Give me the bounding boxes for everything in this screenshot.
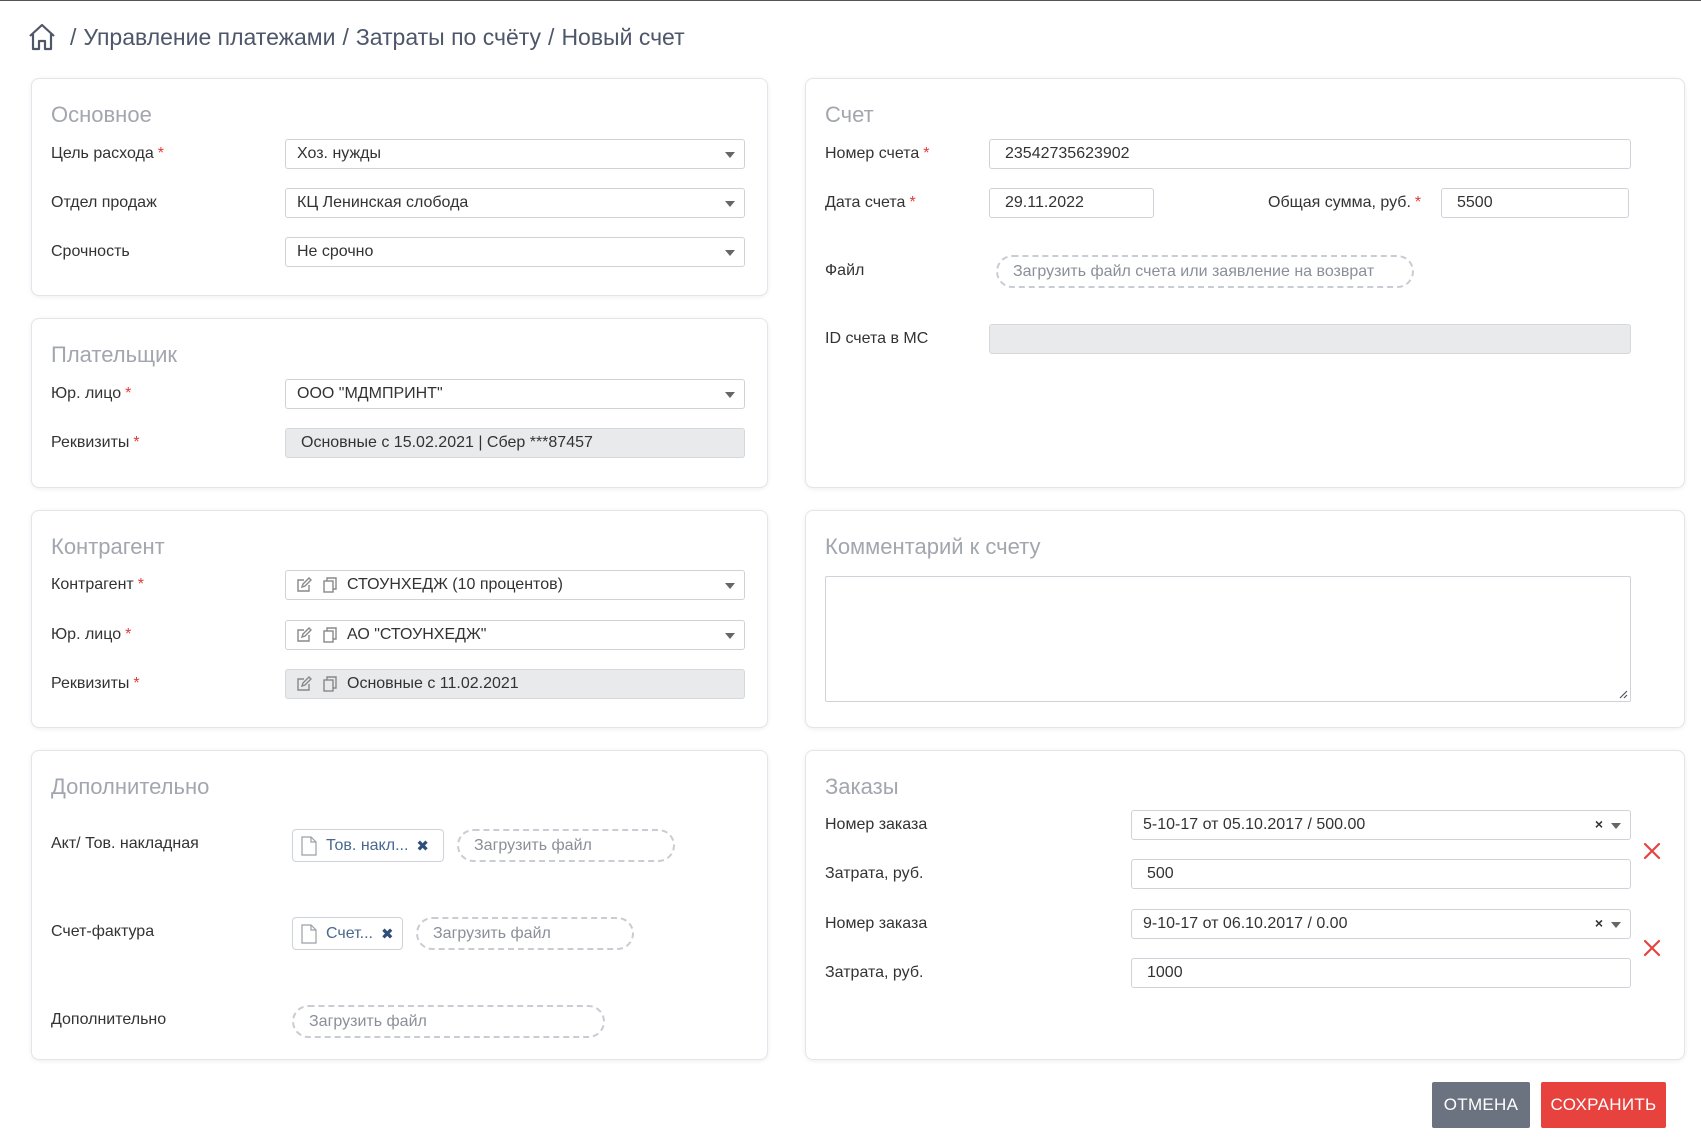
edit-icon[interactable] xyxy=(295,576,313,594)
breadcrumb xyxy=(27,21,685,53)
chevron-down-icon xyxy=(725,583,735,589)
comment-card xyxy=(805,510,1685,728)
copy-icon[interactable] xyxy=(321,626,339,644)
chevron-down-icon xyxy=(1611,922,1621,928)
urgency-label: Срочность xyxy=(51,243,130,260)
order-number-label: Номер заказа xyxy=(825,915,928,932)
comment-title: Комментарий к счету xyxy=(825,534,1041,559)
breadcrumb-separator: / xyxy=(342,23,349,50)
invoice-title: Счет xyxy=(825,102,874,127)
counterparty-legal-entity-label: Юр. лицо * xyxy=(51,626,132,643)
required-star: * xyxy=(1414,194,1422,211)
invoice-file-label: Файл xyxy=(825,262,865,279)
extra-label: Дополнительно xyxy=(51,1011,167,1028)
breadcrumb-item-payments[interactable]: Управление платежами xyxy=(83,23,336,50)
act-label: Акт/ Тов. накладная xyxy=(51,835,199,852)
invoice-file-upload-button[interactable]: Загрузить файл счета или заявление на возврат xyxy=(996,255,1414,288)
required-star: * xyxy=(125,626,132,643)
required-star: * xyxy=(909,194,916,211)
resize-handle-icon[interactable] xyxy=(1618,689,1628,699)
breadcrumb-separator: / xyxy=(70,23,77,50)
chevron-down-icon xyxy=(725,250,735,256)
additional-card xyxy=(31,750,768,1060)
file-icon xyxy=(301,836,317,856)
remove-order-icon[interactable] xyxy=(1642,841,1662,861)
file-icon xyxy=(301,924,317,944)
purpose-select[interactable]: Хоз. нужды xyxy=(285,139,745,169)
required-star: * xyxy=(133,434,140,451)
breadcrumb-item-current: Новый счет xyxy=(561,23,685,50)
required-star: * xyxy=(133,675,140,692)
sales-dept-select[interactable]: КЦ Ленинская слобода xyxy=(285,188,745,218)
payer-requisites-field: Основные с 15.02.2021 | Сбер ***87457 xyxy=(285,428,745,458)
home-icon[interactable] xyxy=(27,22,57,52)
required-star: * xyxy=(157,145,164,162)
ms-id-label: ID счета в МС xyxy=(825,330,929,347)
extra-upload-button[interactable]: Загрузить файл xyxy=(292,1005,605,1038)
save-button[interactable]: СОХРАНИТЬ xyxy=(1541,1082,1666,1128)
chevron-down-icon xyxy=(1611,823,1621,829)
remove-order-icon[interactable] xyxy=(1642,938,1662,958)
invoice-card xyxy=(805,78,1685,488)
remove-file-icon[interactable]: ✖ xyxy=(380,925,394,943)
orders-card xyxy=(805,750,1685,1060)
orders-title: Заказы xyxy=(825,774,899,799)
chevron-down-icon xyxy=(725,392,735,398)
urgency-select[interactable]: Не срочно xyxy=(285,237,745,267)
counterparty-legal-entity-select[interactable]: АО "СТОУНХЕДЖ" xyxy=(285,620,745,650)
act-upload-button[interactable]: Загрузить файл xyxy=(457,829,675,862)
chevron-down-icon xyxy=(725,201,735,207)
clear-icon[interactable]: × xyxy=(1594,816,1603,832)
invoice-date-input[interactable]: 29.11.2022 xyxy=(989,188,1154,218)
basic-card xyxy=(31,78,768,296)
basic-title: Основное xyxy=(51,102,152,127)
order-cost-input[interactable]: 500 xyxy=(1131,859,1631,889)
invoice-factura-label: Счет-фактура xyxy=(51,923,155,940)
counterparty-requisites-field: Основные с 11.02.2021 xyxy=(285,669,745,699)
total-amount-input[interactable]: 5500 xyxy=(1441,188,1629,218)
required-star: * xyxy=(923,145,930,162)
payer-title: Плательщик xyxy=(51,342,178,367)
edit-icon[interactable] xyxy=(295,626,313,644)
counterparty-label: Контрагент * xyxy=(51,576,144,593)
counterparty-title: Контрагент xyxy=(51,534,165,559)
act-file-chip[interactable]: Тов. накл... ✖ xyxy=(292,829,444,862)
invoice-factura-upload-button[interactable]: Загрузить файл xyxy=(416,917,634,950)
order-select[interactable]: 9-10-17 от 06.10.2017 / 0.00 × xyxy=(1131,909,1631,939)
required-star: * xyxy=(125,385,132,402)
invoice-number-label: Номер счета * xyxy=(825,145,930,162)
invoice-date-label: Дата счета * xyxy=(825,194,916,211)
copy-icon[interactable] xyxy=(321,675,339,693)
chevron-down-icon xyxy=(725,633,735,639)
order-number-label: Номер заказа xyxy=(825,816,928,833)
comment-textarea[interactable] xyxy=(825,576,1631,702)
counterparty-select[interactable]: СТОУНХЕДЖ (10 процентов) xyxy=(285,570,745,600)
additional-title: Дополнительно xyxy=(51,774,210,799)
order-select[interactable]: 5-10-17 от 05.10.2017 / 500.00 × xyxy=(1131,810,1631,840)
payer-card xyxy=(31,318,768,488)
breadcrumb-item-costs[interactable]: Затраты по счёту xyxy=(355,23,542,50)
ms-id-field xyxy=(989,324,1631,354)
order-cost-input[interactable]: 1000 xyxy=(1131,958,1631,988)
payer-legal-entity-select[interactable]: ООО "МДМПРИНТ" xyxy=(285,379,745,409)
remove-file-icon[interactable]: ✖ xyxy=(416,837,429,855)
payer-legal-entity-label: Юр. лицо * xyxy=(51,385,132,402)
order-cost-label: Затрата, руб. xyxy=(825,964,924,981)
total-amount-label: Общая сумма, руб. * xyxy=(1268,194,1422,211)
chevron-down-icon xyxy=(725,152,735,158)
cancel-button[interactable]: ОТМЕНА xyxy=(1432,1082,1530,1128)
edit-icon[interactable] xyxy=(295,675,313,693)
invoice-factura-file-chip[interactable]: Счет... ✖ xyxy=(292,917,403,950)
counterparty-requisites-label: Реквизиты * xyxy=(51,675,140,692)
breadcrumb-separator: / xyxy=(548,23,555,50)
sales-dept-label: Отдел продаж xyxy=(51,194,157,211)
invoice-number-input[interactable]: 23542735623902 xyxy=(989,139,1631,169)
counterparty-card xyxy=(31,510,768,728)
required-star: * xyxy=(137,576,144,593)
clear-icon[interactable]: × xyxy=(1594,915,1603,931)
copy-icon[interactable] xyxy=(321,576,339,594)
order-cost-label: Затрата, руб. xyxy=(825,865,924,882)
payer-requisites-label: Реквизиты * xyxy=(51,434,140,451)
purpose-label: Цель расхода * xyxy=(51,145,164,162)
